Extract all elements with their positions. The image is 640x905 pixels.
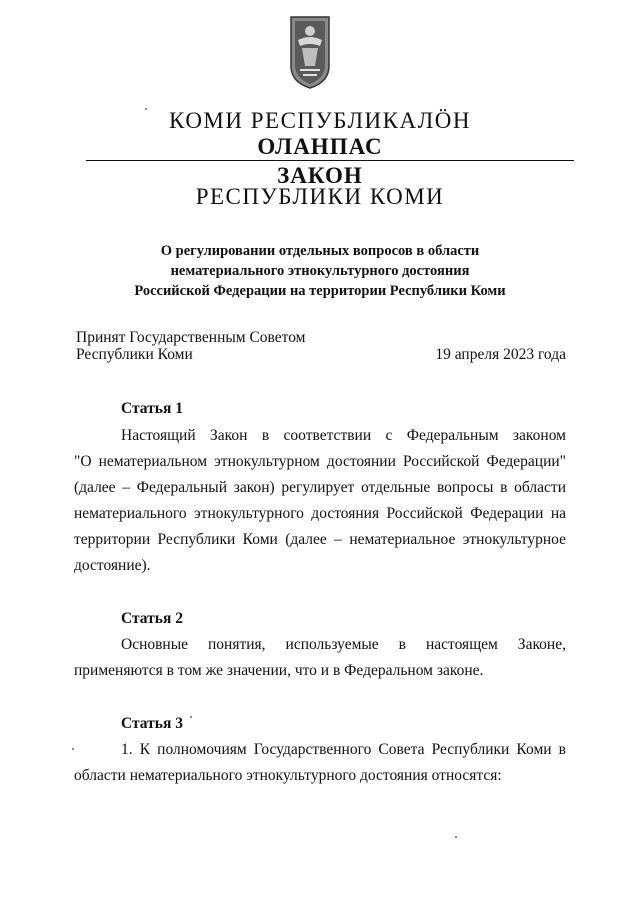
law-title-line: Российской Федерации на территории Республики Коми — [134, 283, 506, 299]
law-title-line: О регулировании отдельных вопросов в области — [160, 243, 480, 259]
coat-of-arms-emblem — [288, 14, 332, 90]
scan-speck — [145, 108, 147, 110]
article-1-heading: Статья 1 — [121, 400, 183, 417]
scan-speck — [455, 836, 457, 838]
adoption-date: 19 апреля 2023 года — [435, 346, 566, 363]
article-2-text-line: применяются в том же значении, что и в Федеральном законе. — [74, 662, 484, 679]
article-1-text-line: "О нематериальном этнокультурном достоянии Российской Федерации" — [74, 453, 566, 470]
article-2-text-line: Основные понятия, используемые в настоящем Законе, — [121, 636, 566, 653]
law-title — [0, 241, 640, 301]
article-1-text-line: (далее – Федеральный закон) регулирует отдельные вопросы в области — [74, 479, 566, 496]
article-3-text-line: 1. К полномочиям Государственного Совета Республики Коми в — [121, 741, 566, 758]
header-zakon: ЗАКОН — [277, 163, 363, 188]
article-1-text-line: Настоящий Закон в соответствии с Федеральным законом — [121, 427, 566, 444]
article-1-text-line: достояние). — [74, 557, 151, 574]
scan-speck — [72, 748, 74, 750]
scan-speck — [190, 716, 192, 718]
header-republic: РЕСПУБЛИКИ КОМИ — [195, 184, 445, 209]
law-title-line: нематериального этнокультурного достояния — [170, 263, 470, 279]
header-olanpas: ОЛАНПАС — [257, 134, 383, 159]
article-1-text-line: территории Республики Коми (далее – нематериальное этнокультурное — [74, 531, 566, 548]
article-2-heading: Статья 2 — [121, 610, 183, 627]
header-divider — [86, 160, 574, 161]
header-komi-line: КОМИ РЕСПУБЛИКАЛӦН — [169, 108, 471, 133]
article-3-heading: Статья 3 — [121, 715, 183, 732]
article-1-text-line: нематериального этнокультурного достояния Российской Федерации на — [74, 505, 566, 522]
adopted-by-line-1: Принят Государственным Советом — [76, 329, 306, 346]
article-3-text-line: области нематериального этнокультурного достояния относятся: — [74, 767, 502, 784]
adopted-by-line-2: Республики Коми — [76, 346, 193, 363]
